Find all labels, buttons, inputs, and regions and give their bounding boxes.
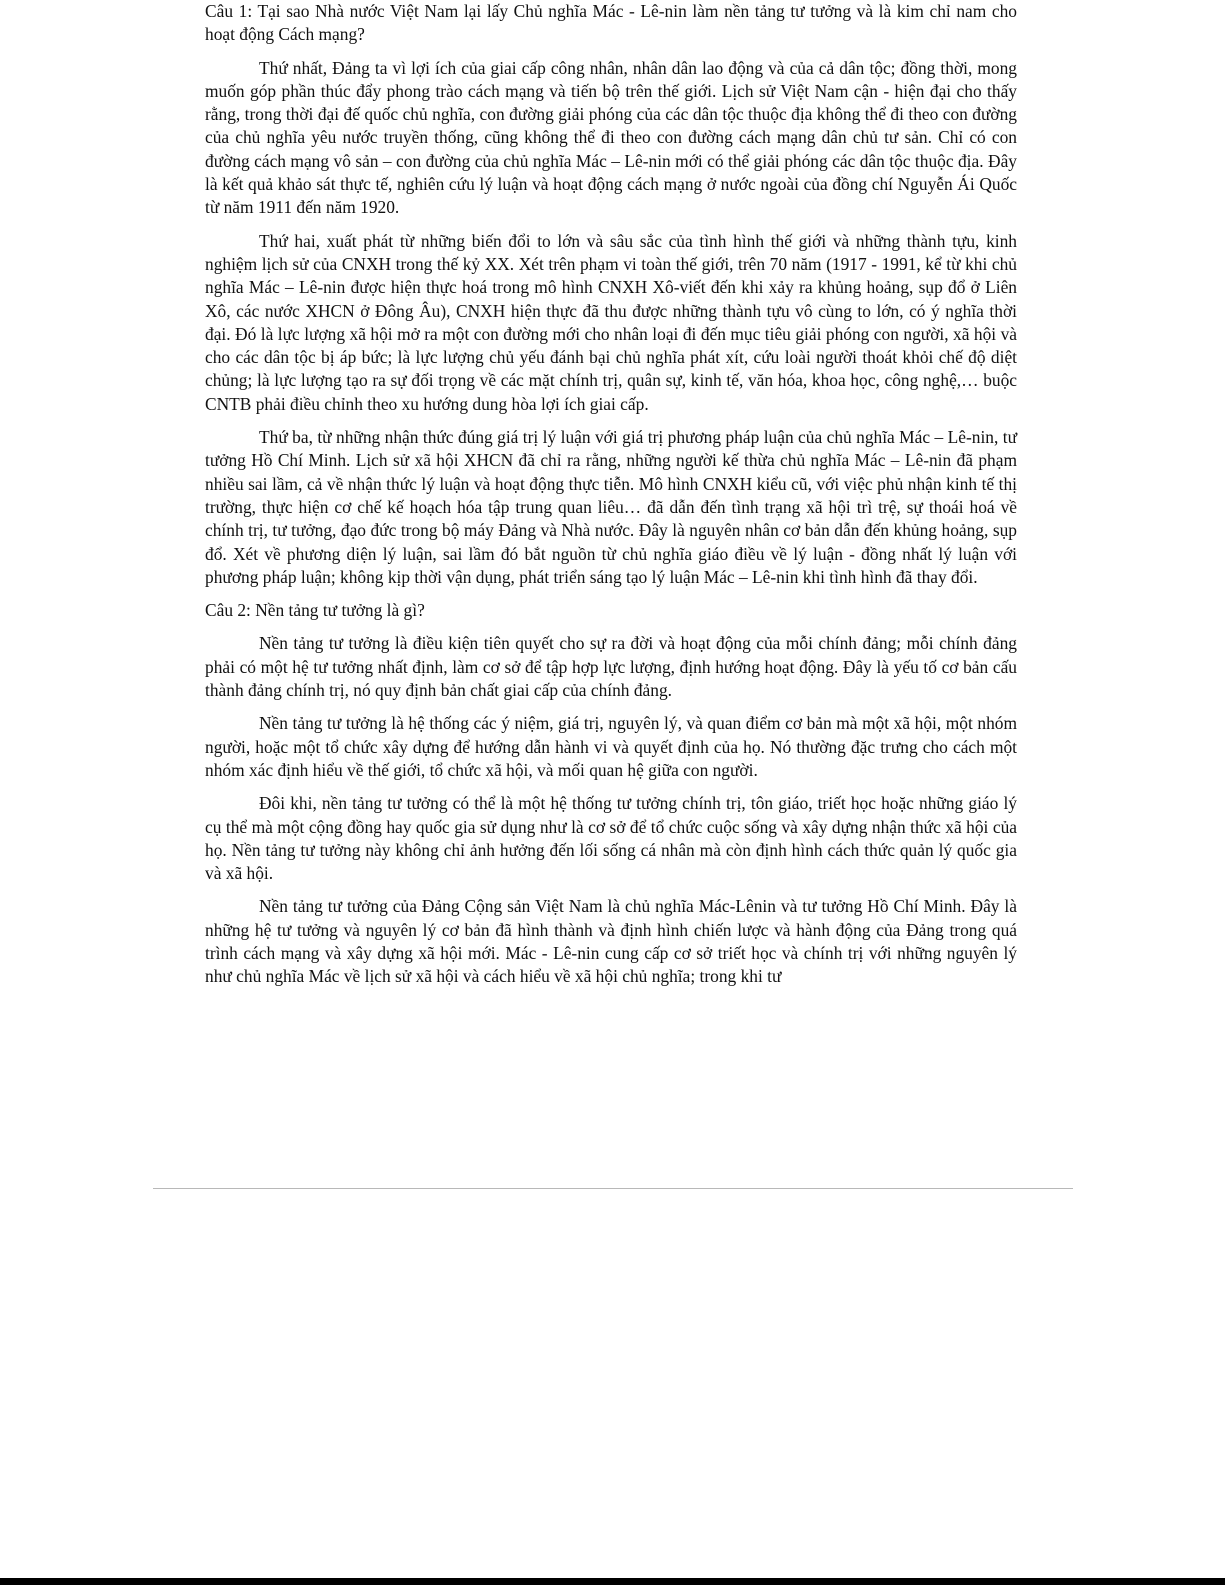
question-1-title: Câu 1: Tại sao Nhà nước Việt Nam lại lấy Chủ nghĩa Mác - Lê-nin làm nền tảng tư tưởng và là kim chỉ nam cho hoạt động Cách mạng? — [205, 1, 1017, 45]
document-body — [205, 0, 1017, 999]
q2-paragraph-2: Nền tảng tư tưởng là hệ thống các ý niệm, giá trị, nguyên lý, và quan điểm cơ bản mà một xã hội, một nhóm người, hoặc một tổ chức xây dựng để hướng dẫn hành vi và quyết định của họ. Nó thường đặc trưng cho cách một nhóm xác định hiểu về thế giới, tổ chức xã hội, và mối quan hệ giữa con người. — [205, 713, 1017, 780]
q2-paragraph-3: Đôi khi, nền tảng tư tưởng có thể là một hệ thống tư tưởng chính trị, tôn giáo, triết học hoặc những giáo lý cụ thể mà một cộng đồng hay quốc gia sử dụng như là cơ sở để tổ chức cuộc sống và xây dựng nhận thức xã hội của họ. Nền tảng tư tưởng này không chỉ ảnh hưởng đến lối sống cá nhân mà còn định hình cách thức quản lý quốc gia và xã hội. — [205, 793, 1017, 884]
q1-paragraph-1: Thứ nhất, Đảng ta vì lợi ích của giai cấp công nhân, nhân dân lao động và của cả dân tộc; đồng thời, mong muốn góp phần thúc đẩy phong trào cách mạng và tiến bộ trên thế giới. Lịch sử Việt Nam cận - hiện đại cho thấy rằng, trong thời đại đế quốc chủ nghĩa, con đường giải phóng của các dân tộc thuộc địa không thể đi theo con đường của chủ nghĩa yêu nước truyền thống, cũng không thể đi theo con đường cách mạng dân chủ tư sản. Chỉ có con đường cách mạng vô sản – con đường của chủ nghĩa Mác – Lê-nin mới có thể giải phóng các dân tộc thuộc địa. Đây là kết quả khảo sát thực tế, nghiên cứu lý luận và hoạt động cách mạng ở nước ngoài của đồng chí Nguyễn Ái Quốc từ năm 1911 đến năm 1920. — [205, 57, 1017, 218]
q1-paragraph-3: Thứ ba, từ những nhận thức đúng giá trị lý luận với giá trị phương pháp luận của chủ nghĩa Mác – Lê-nin, tư tưởng Hồ Chí Minh. Lịch sử xã hội XHCN đã chỉ ra rằng, những người kế thừa chủ nghĩa Mác – Lê-nin đã phạm nhiều sai lầm, cả về nhận thức lý luận và hoạt động thực tiễn. Mô hình CNXH kiểu cũ, với việc phủ nhận kinh tế thị trường, thực hiện cơ chế kế hoạch hóa tập trung quan liêu… đã dẫn đến tình trạng xã hội trì trệ, sự thoái hoá về chính trị, tư tưởng, đạo đức trong bộ máy Đảng và Nhà nước. Đây là nguyên nhân cơ bản dẫn đến khủng hoảng, sụp đổ. Xét về phương diện lý luận, sai lầm đó bắt nguồn từ chủ nghĩa giáo điều về lý luận - đồng nhất lý luận với phương pháp luận; không kịp thời vận dụng, phát triển sáng tạo lý luận Mác – Lê-nin khi tình hình đã thay đổi. — [205, 427, 1017, 587]
bottom-edge-bar — [0, 1578, 1225, 1585]
q2-paragraph-1: Nền tảng tư tưởng là điều kiện tiên quyết cho sự ra đời và hoạt động của mỗi chính đảng; mỗi chính đảng phải có một hệ tư tưởng nhất định, làm cơ sở để tập hợp lực lượng, định hướng hoạt động. Đây là yếu tố cơ bản cấu thành đảng chính trị, nó quy định bản chất giai cấp của chính đảng. — [205, 633, 1017, 701]
q1-paragraph-2: Thứ hai, xuất phát từ những biến đổi to lớn và sâu sắc của tình hình thế giới và những thành tựu, kinh nghiệm lịch sử của CNXH trong thế kỷ XX. Xét trên phạm vi toàn thế giới, trên 70 năm (1917 - 1991, kể từ khi chủ nghĩa Mác – Lê-nin được hiện thực hoá trong mô hình CNXH Xô-viết đến khi xảy ra khủng hoảng, sụp đổ ở Liên Xô, các nước XHCN ở Đông Âu), CNXH hiện thực đã thu được những thành tựu vô cùng to lớn, có ý nghĩa thời đại. Đó là lực lượng xã hội mở ra một con đường mới cho nhân loại đi đến mục tiêu giải phóng con người, xã hội và cho các dân tộc bị áp bức; là lực lượng chủ yếu đánh bại chủ nghĩa phát xít, cứu loài người thoát khỏi chế độ diệt chủng; là lực lượng tạo ra sự đối trọng về các mặt chính trị, quân sự, kinh tế, văn hóa, khoa học, công nghệ,… buộc CNTB phải điều chỉnh theo xu hướng dung hòa lợi ích giai cấp. — [205, 230, 1017, 414]
question-2-title: Câu 2: Nền tảng tư tưởng là gì? — [205, 600, 425, 621]
page-divider — [153, 1188, 1073, 1189]
q2-paragraph-4: Nền tảng tư tưởng của Đảng Cộng sản Việt Nam là chủ nghĩa Mác-Lênin và tư tưởng Hồ Chí Minh. Đây là những hệ tư tưởng và nguyên lý cơ bản đã hình thành và định hình chiến lược và hành động của Đảng trong quá trình cách mạng và xây dựng xã hội mới. Mác - Lê-nin cung cấp cơ sở triết học và chính trị với những nguyên lý như chủ nghĩa Mác về lịch sử xã hội và cách hiểu về xã hội chủ nghĩa; trong khi tư — [205, 896, 1017, 987]
